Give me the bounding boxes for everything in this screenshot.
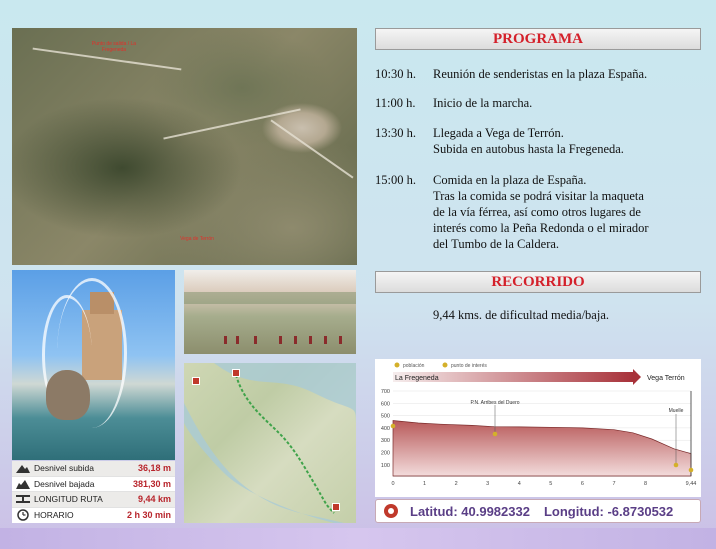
hikers-photo — [184, 270, 356, 354]
bottom-band — [0, 528, 716, 549]
x-tick-label: 1 — [423, 481, 427, 487]
legend-poi-icon — [443, 363, 448, 368]
programa-header: PROGRAMA — [375, 28, 701, 50]
poi-arribes-marker-icon — [493, 432, 498, 437]
location-pin-icon — [384, 504, 398, 518]
stat-row-ascent: Desnivel subida 36,18 m — [12, 461, 175, 477]
x-tick-label: 0 — [391, 481, 395, 487]
stat-row-time: HORARIO 2 h 30 min — [12, 508, 175, 524]
longitude: Longitud: -6.8730532 — [543, 503, 674, 519]
aerial-photo — [12, 28, 357, 265]
programa-item: 13:30 h. Llegada a Vega de Terrón. Subida en autobus hasta la Fregeneda. — [375, 126, 624, 156]
stat-row-length: LONGITUD RUTA 9,44 km — [12, 492, 175, 508]
y-tick-label: 500 — [380, 413, 390, 420]
aerial-label-end: Vega de Terrón — [180, 236, 214, 242]
route-map — [184, 363, 356, 523]
x-tick-label: 5 — [549, 481, 553, 487]
y-tick-label: 100 — [380, 462, 390, 469]
x-tick-label: 8 — [644, 481, 648, 487]
start-marker-icon — [192, 377, 200, 385]
descent-icon — [12, 477, 34, 492]
route-stats-table — [12, 461, 175, 523]
distance-icon — [12, 492, 34, 507]
y-tick-label: 200 — [380, 450, 390, 457]
stat-row-descent: Desnivel bajada 381,30 m — [12, 477, 175, 493]
profile-end-label: Vega Terrón — [647, 375, 685, 382]
legend-poi-label: punto de interés — [451, 363, 487, 369]
recorrido-header: RECORRIDO — [375, 271, 701, 293]
y-tick-label: 300 — [380, 438, 390, 445]
y-tick-label: 700 — [380, 389, 390, 395]
programa-item: 10:30 h. Reunión de senderistas en la plaza España. — [375, 67, 648, 81]
profile-start-label: La Fregeneda — [395, 375, 439, 382]
ascent-icon — [12, 461, 34, 476]
legend-town-icon — [395, 363, 400, 368]
x-tick-label: 6 — [580, 481, 584, 487]
fountain-photo — [12, 270, 175, 460]
recorrido-text: 9,44 kms. de dificultad media/baja. — [433, 308, 609, 322]
poi-muelle-label: Muelle — [668, 408, 684, 414]
x-tick-label: 2 — [454, 481, 458, 487]
y-tick-label: 600 — [380, 401, 390, 408]
latitude: Latitud: 40.9982332 — [410, 503, 530, 519]
poi-marker-icon — [232, 369, 240, 377]
direction-arrow-icon — [633, 369, 641, 385]
y-tick-label: 400 — [380, 425, 390, 432]
x-tick-label: 9,44 — [685, 481, 697, 487]
x-tick-label: 4 — [517, 481, 521, 487]
programa-item: 15:00 h. Comida en la plaza de España. Tras la comida se podrá visitar la maqueta de la vía férrea, así como otros lugares de interés como la Peña Redonda o el mirador del Tumbo de la Caldera. — [375, 173, 649, 251]
elevation-area — [393, 421, 691, 477]
end-marker-icon — [332, 503, 340, 511]
x-tick-label: 7 — [612, 481, 616, 487]
start-town-marker-icon — [391, 424, 396, 429]
x-tick-label: 3 — [486, 481, 490, 487]
poi-muelle-marker-icon — [674, 463, 679, 468]
aerial-label-start: Punto de salida / La Fregeneda — [91, 41, 137, 53]
legend-town-label: población — [403, 363, 425, 369]
end-town-marker-icon — [689, 468, 694, 473]
poi-arribes-label: P.N. Arribes del Duero — [470, 400, 520, 406]
clock-icon — [12, 508, 34, 524]
programa-item: 11:00 h. Inicio de la marcha. — [375, 96, 533, 110]
coordinates-bar — [375, 499, 701, 523]
elevation-profile — [375, 359, 701, 497]
